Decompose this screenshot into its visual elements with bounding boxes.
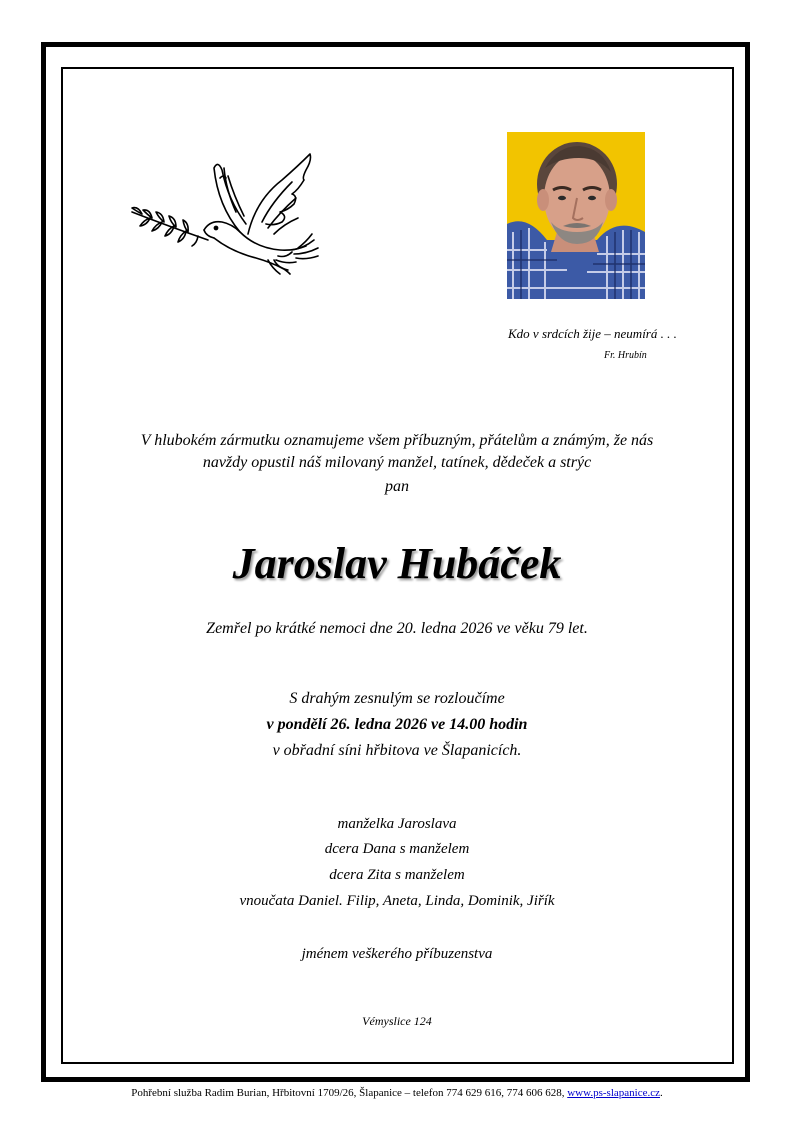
portrait-photo bbox=[507, 132, 645, 299]
mourner-line: manželka Jaroslava bbox=[337, 816, 457, 832]
memorial-quote: Kdo v srdcích žije – neumírá . . . bbox=[508, 326, 677, 341]
mourner-line: dcera Zita s manželem bbox=[329, 867, 465, 883]
farewell-date-time: v pondělí 26. ledna 2026 ve 14.00 hodin bbox=[266, 716, 528, 733]
dove-with-olive-branch-icon bbox=[128, 148, 328, 278]
deceased-name: Jaroslav Hubáček bbox=[232, 539, 562, 588]
announcement-line-3: pan bbox=[385, 478, 409, 495]
footer bbox=[0, 1087, 794, 1099]
farewell-location: v obřadní síni hřbitova ve Šlapanicích. bbox=[272, 742, 522, 759]
mourner-line: vnoučata Daniel. Filip, Aneta, Linda, Dominik, Jiřík bbox=[239, 893, 555, 909]
announcement-line-2: navždy opustil náš milovaný manžel, tatínek, dědeček a strýc bbox=[202, 454, 592, 471]
mourner-line: dcera Dana s manželem bbox=[324, 841, 470, 857]
death-details: Zemřel po krátké nemoci dne 20. ledna 2026 ve věku 79 let. bbox=[206, 620, 588, 637]
footer-end: . bbox=[659, 1087, 663, 1099]
quote-author: Fr. Hrubín bbox=[604, 350, 647, 361]
family-line: jménem veškerého příbuzenstva bbox=[301, 946, 493, 962]
announcement-line-1: V hlubokém zármutku oznamujeme všem příbuzným, přátelům a známým, že nás bbox=[140, 432, 654, 449]
footer-text: Pohřební služba Radim Burian, Hřbitovní 1709/26, Šlapanice – telefon 774 629 616, 774 606 628, bbox=[131, 1087, 568, 1099]
address: Vémyslice 124 bbox=[362, 1014, 432, 1028]
website-link[interactable]: www.ps-slapanice.cz bbox=[567, 1087, 660, 1099]
farewell-line-1: S drahým zesnulým se rozloučíme bbox=[289, 690, 505, 707]
